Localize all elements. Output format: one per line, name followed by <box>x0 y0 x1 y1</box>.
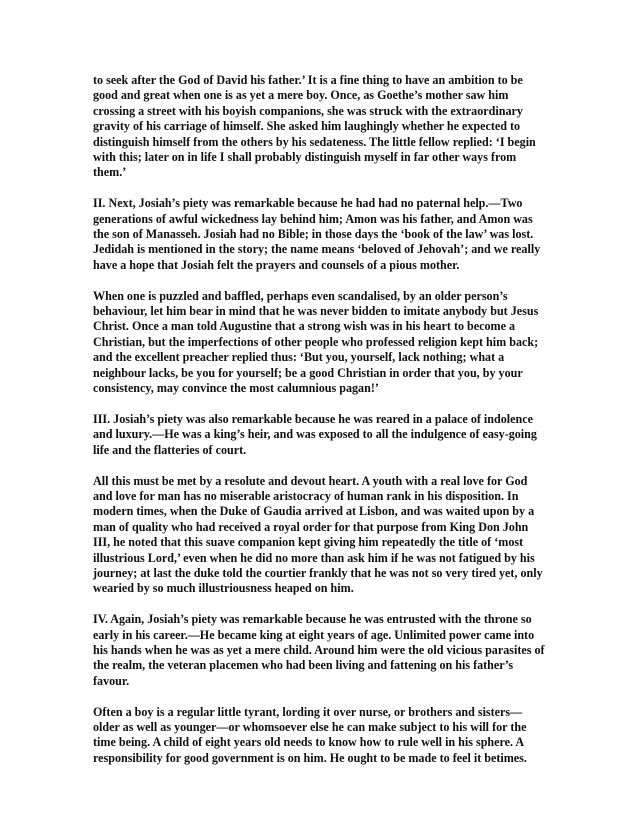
paragraph-section-iii-palace: III. Josiah’s piety was also remarkable because he was reared in a palace of indolence and luxury.—He was a king’s heir, and was exposed to all the indulgence of easy-going life and the flatteries of court. <box>93 411 537 457</box>
paragraph-goethe-anecdote: to seek after the God of David his father.’ It is a fine thing to have an ambition to be good and great when one is as yet a mere boy. Once, as Goethe’s mother saw him crossing a street with his boyish companions, she was struck with the extraordinary gravity of his carriage of himself. She asked him laughingly whether he expected to distinguish himself from the others by his sedateness. The little fellow replied: ‘I begin with this; later on in life I shall probably distinguish myself in far other ways from them.’ <box>93 73 536 180</box>
paragraph-duke-of-gaudia: All this must be met by a resolute and devout heart. A youth with a real love for God and love for man has no miserable aristocracy of human rank in his disposition. In modern times, when the Duke of Gaudia arrived at Lisbon, and was waited upon by a man of quality who had received a royal order for that purpose from King Don John III, he noted that this suave companion kept giving him repeatedly the title of ‘most illustrious Lord,’ even when he did no more than ask him if he was not fatigued by his journey; at last the duke told the courtier frankly that he was not so very tired yet, only wearied by so much illustriousness heaped on him. <box>93 473 543 596</box>
paragraph-little-tyrant: Often a boy is a regular little tyrant, lording it over nurse, or brothers and sisters—older as well as younger—or whomsoever else he can make subject to his will for the time being. A child of eight years old needs to know how to rule well in his sphere. A responsibility for good government is on him. He ought to be made to feel it betimes. <box>93 704 527 765</box>
paragraph-augustine-anecdote: When one is puzzled and baffled, perhaps even scandalised, by an older person’s behaviour, let him bear in mind that he was never bidden to imitate anybody but Jesus Christ. Once a man told Augustine that a strong wish was in his heart to become a Christian, but the imperfections of other people who professed religion kept him back; and the excellent preacher replied thus: ‘But you, yourself, lack nothing; what a neighbour lacks, be you for yourself; be a good Christian in order that you, by your consistency, may convince the most calumnious pagan!’ <box>93 288 539 396</box>
paragraph-section-iv-throne: IV. Again, Josiah’s piety was remarkable because he was entrusted with the throne so early in his career.—He became king at eight years of age. Unlimited power came into his hands when he was as yet a mere child. Around him were the old vicious parasites of the realm, the veteran placemen who had been living and fattening on his father’s favour. <box>93 612 545 688</box>
paragraph-section-ii-paternal-help: II. Next, Josiah’s piety was remarkable because he had had no paternal help.—Two generations of awful wickedness lay behind him; Amon was his father, and Amon was the son of Manasseh. Josiah had no Bible; in those days the ‘book of the law’ was lost. Jedidah is mentioned in the story; the name means ‘beloved of Jehovah’; and we really have a hope that Josiah felt the prayers and counsels of a pious mother. <box>93 196 541 272</box>
document-page <box>93 73 545 766</box>
